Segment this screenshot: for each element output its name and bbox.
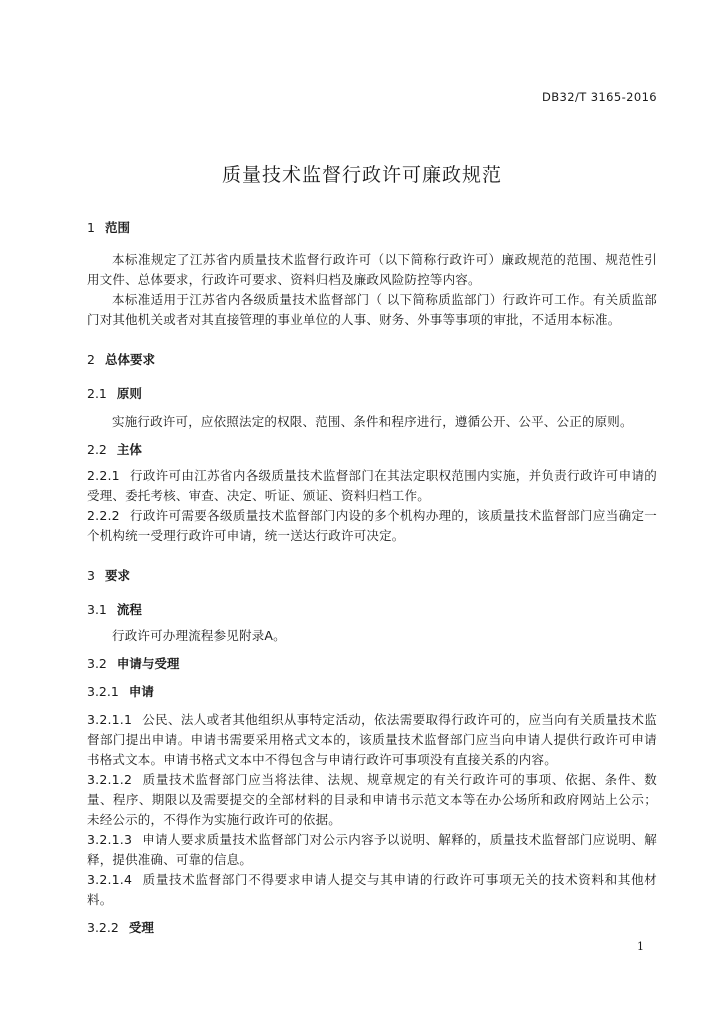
clause-number: 3.2.1.2 (87, 772, 133, 787)
section-heading (87, 918, 657, 936)
section-title: 总体要求 (104, 352, 155, 367)
section-number: 2.2 (87, 442, 107, 457)
section-number: 3.2.2 (87, 920, 119, 935)
clause-text: 公民、法人或者其他组织从事特定活动，依法需要取得行政许可的，应当向有关质量技术监督部门提出申请。申请书需要采用格式文本的，该质量技术监督部门应当向申请人提供行政许可申请书格式文本。申请书格式文本中不得包含与申请行政许可事项没有直接关系的内容。 (87, 712, 657, 767)
clause-number: 3.2.1.3 (87, 832, 133, 847)
section-title: 原则 (116, 386, 142, 401)
clause (87, 830, 657, 870)
section-heading (87, 350, 657, 368)
section-number: 2 (87, 352, 95, 367)
section-number: 3 (87, 568, 95, 583)
clause-number: 3.2.1.1 (87, 712, 133, 727)
section-number: 2.1 (87, 386, 107, 401)
section-number: 3.2.1 (87, 684, 119, 699)
document-title: 质量技术监督行政许可廉政规范 (221, 164, 502, 186)
section-title: 流程 (116, 602, 142, 617)
clause (87, 466, 657, 506)
clause-text: 行政许可由江苏省内各级质量技术监督部门在其法定职权范围内实施，并负责行政许可申请的受理、委托考核、审查、决定、听证、颁证、资料归档工作。 (87, 468, 657, 503)
clause-text: 质量技术监督部门不得要求申请人提交与其申请的行政许可事项无关的技术资料和其他材料。 (87, 872, 657, 907)
clause (87, 770, 657, 830)
clause (87, 870, 657, 910)
paragraph: 行政许可办理流程参见附录A。 (112, 628, 286, 643)
paragraph: 本标准适用于江苏省内各级质量技术监督部门（ 以下简称质监部门）行政许可工作。有关质监部门对其他机关或者对其直接管理的事业单位的人事、财务、外事等事项的审批，不适用本标准。 (87, 292, 657, 327)
section-number: 3.1 (87, 602, 107, 617)
clause-number: 2.2.1 (87, 468, 120, 483)
section-title: 要求 (104, 568, 130, 583)
section-heading (87, 654, 657, 672)
section-heading (87, 600, 657, 618)
section-number: 1 (87, 220, 95, 235)
clause-text: 行政许可需要各级质量技术监督部门内设的多个机构办理的，该质量技术监督部门应当确定一个机构统一受理行政许可申请，统一送达行政许可决定。 (87, 508, 657, 543)
section-number: 3.2 (87, 656, 107, 671)
paragraph: 实施行政许可，应依照法定的权限、范围、条件和程序进行，遵循公开、公平、公正的原则。 (112, 414, 633, 429)
section-title: 受理 (128, 920, 154, 935)
clause (87, 710, 657, 770)
section-title: 范围 (104, 220, 130, 235)
clause-text: 质量技术监督部门应当将法律、法规、规章规定的有关行政许可的事项、依据、条件、数量、程序、期限以及需要提交的全部材料的目录和申请书示范文本等在办公场所和政府网站上公示；未经公示的，不得作为实施行政许可的依据。 (87, 772, 657, 827)
section-title: 主体 (116, 442, 142, 457)
clause-number: 2.2.2 (87, 508, 120, 523)
document-body (87, 218, 657, 936)
section-heading (87, 682, 657, 700)
section-heading (87, 440, 657, 458)
doc-number: DB32/T 3165-2016 (541, 90, 657, 104)
section-title: 申请与受理 (116, 656, 180, 671)
section-heading (87, 218, 657, 236)
clause (87, 506, 657, 546)
page-number: 1 (637, 940, 644, 953)
section-heading (87, 384, 657, 402)
section-title: 申请 (128, 684, 154, 699)
section-heading (87, 566, 657, 584)
paragraph: 本标准规定了江苏省内质量技术监督行政许可（以下简称行政许可）廉政规范的范围、规范性引用文件、总体要求，行政许可要求、资料归档及廉政风险防控等内容。 (87, 252, 657, 287)
clause-text: 申请人要求质量技术监督部门对公示内容予以说明、解释的，质量技术监督部门应说明、解释，提供准确、可靠的信息。 (87, 832, 657, 867)
clause-number: 3.2.1.4 (87, 872, 133, 887)
